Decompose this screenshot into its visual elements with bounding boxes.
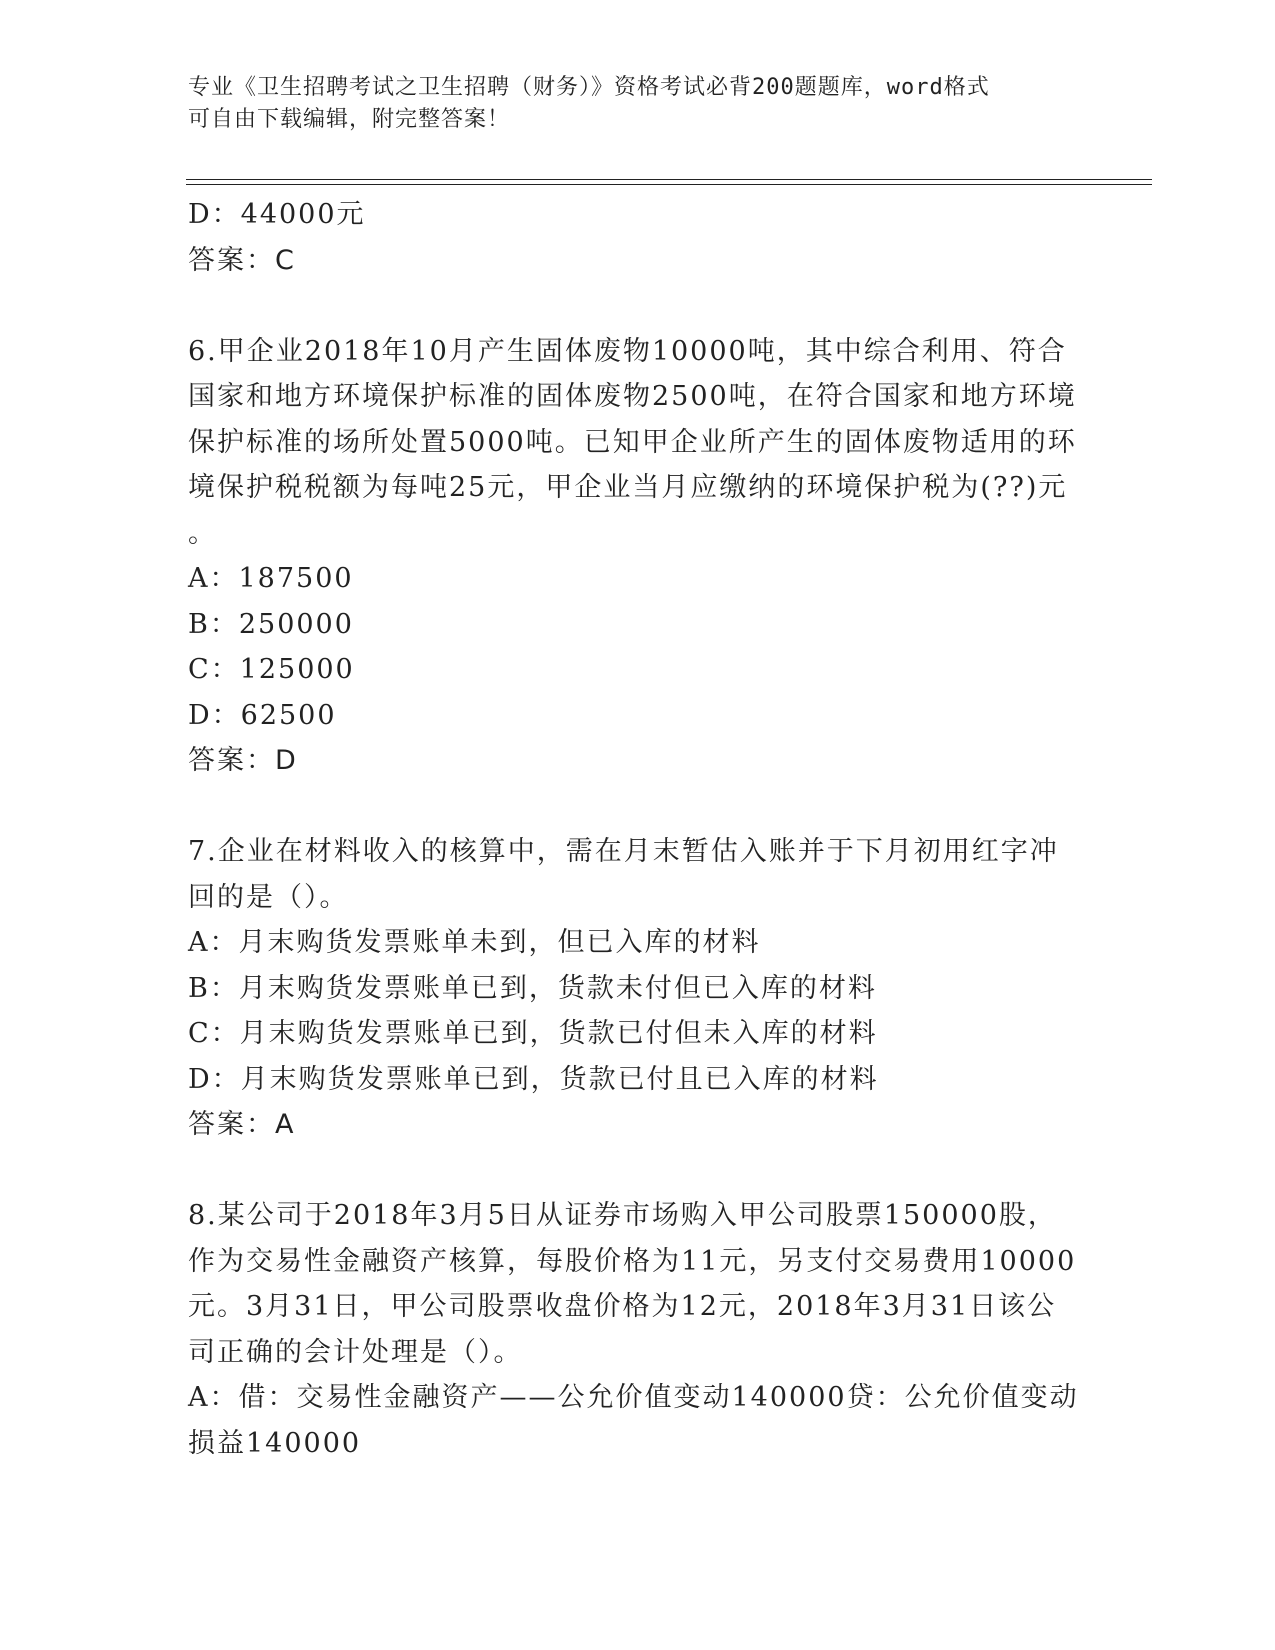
question-6-stem-line: 境保护税税额为每吨25元，甲企业当月应缴纳的环境保护税为(??)元 bbox=[188, 472, 1068, 503]
question-8-stem-line: 8.某公司于2018年3月5日从证券市场购入甲公司股票150000股， bbox=[188, 1200, 1057, 1231]
question-7-option-a: A：月末购货发票账单未到，但已入库的材料 bbox=[188, 927, 761, 958]
question-7-stem-line: 回的是（）。 bbox=[188, 881, 349, 913]
question-8-option-a-continued: 损益140000 bbox=[188, 1427, 362, 1459]
question-7-option-d: D：月末购货发票账单已到，货款已付且已入库的材料 bbox=[188, 1063, 879, 1095]
question-8-stem-line: 司正确的会计处理是（）。 bbox=[188, 1336, 523, 1368]
question-7-option-b: B：月末购货发票账单已到，货款未付但已入库的材料 bbox=[188, 972, 877, 1004]
document-body bbox=[188, 192, 1088, 1466]
question-6-option-d: D：62500 bbox=[188, 699, 337, 731]
question-6 bbox=[188, 329, 1088, 784]
question-6-option-b: B：250000 bbox=[188, 608, 354, 640]
question-7-stem-line: 7.企业在材料收入的核算中，需在月末暂估入账并于下月初用红字冲 bbox=[188, 836, 1059, 867]
question-7-answer: 答案：A bbox=[188, 1109, 296, 1140]
question-6-stem-line: 6.甲企业2018年10月产生固体废物10000吨，其中综合利用、符合 bbox=[188, 335, 1067, 367]
spacer bbox=[188, 784, 1088, 830]
header-line-2: 可自由下载编辑，附完整答案！ bbox=[188, 107, 511, 132]
document-header bbox=[188, 72, 1068, 136]
question-6-stem-line: 国家和地方环境保护标准的固体废物2500吨，在符合国家和地方环境 bbox=[188, 381, 1077, 412]
header-rule-top bbox=[186, 179, 1152, 180]
question-8 bbox=[188, 1193, 1088, 1466]
header-rule-bottom bbox=[186, 184, 1152, 185]
question-6-answer: 答案：D bbox=[188, 745, 298, 776]
question-8-stem-line: 作为交易性金融资产核算，每股价格为11元，另支付交易费用10000 bbox=[188, 1245, 1077, 1277]
question-6-option-c: C：125000 bbox=[188, 654, 355, 685]
question-6-stem-line: 保护标准的场所处置5000吨。已知甲企业所产生的固体废物适用的环 bbox=[188, 426, 1077, 458]
question-7-option-c: C：月末购货发票账单已到，货款已付但未入库的材料 bbox=[188, 1018, 878, 1049]
question-5-option-d: D：44000元 bbox=[188, 199, 366, 230]
question-8-option-a: A：借：交易性金融资产——公允价值变动140000贷：公允价值变动 bbox=[188, 1382, 1079, 1413]
spacer bbox=[188, 1148, 1088, 1194]
question-8-stem-line: 元。3月31日，甲公司股票收盘价格为12元，2018年3月31日该公 bbox=[188, 1291, 1057, 1322]
question-6-option-a: A：187500 bbox=[188, 563, 354, 594]
question-5-answer: 答案：C bbox=[188, 244, 296, 276]
header-line-1: 专业《卫生招聘考试之卫生招聘（财务）》资格考试必背200题题库，word格式 bbox=[188, 75, 990, 100]
question-6-stem-line: 。 bbox=[188, 517, 217, 549]
question-7 bbox=[188, 829, 1088, 1148]
spacer bbox=[188, 283, 1088, 329]
